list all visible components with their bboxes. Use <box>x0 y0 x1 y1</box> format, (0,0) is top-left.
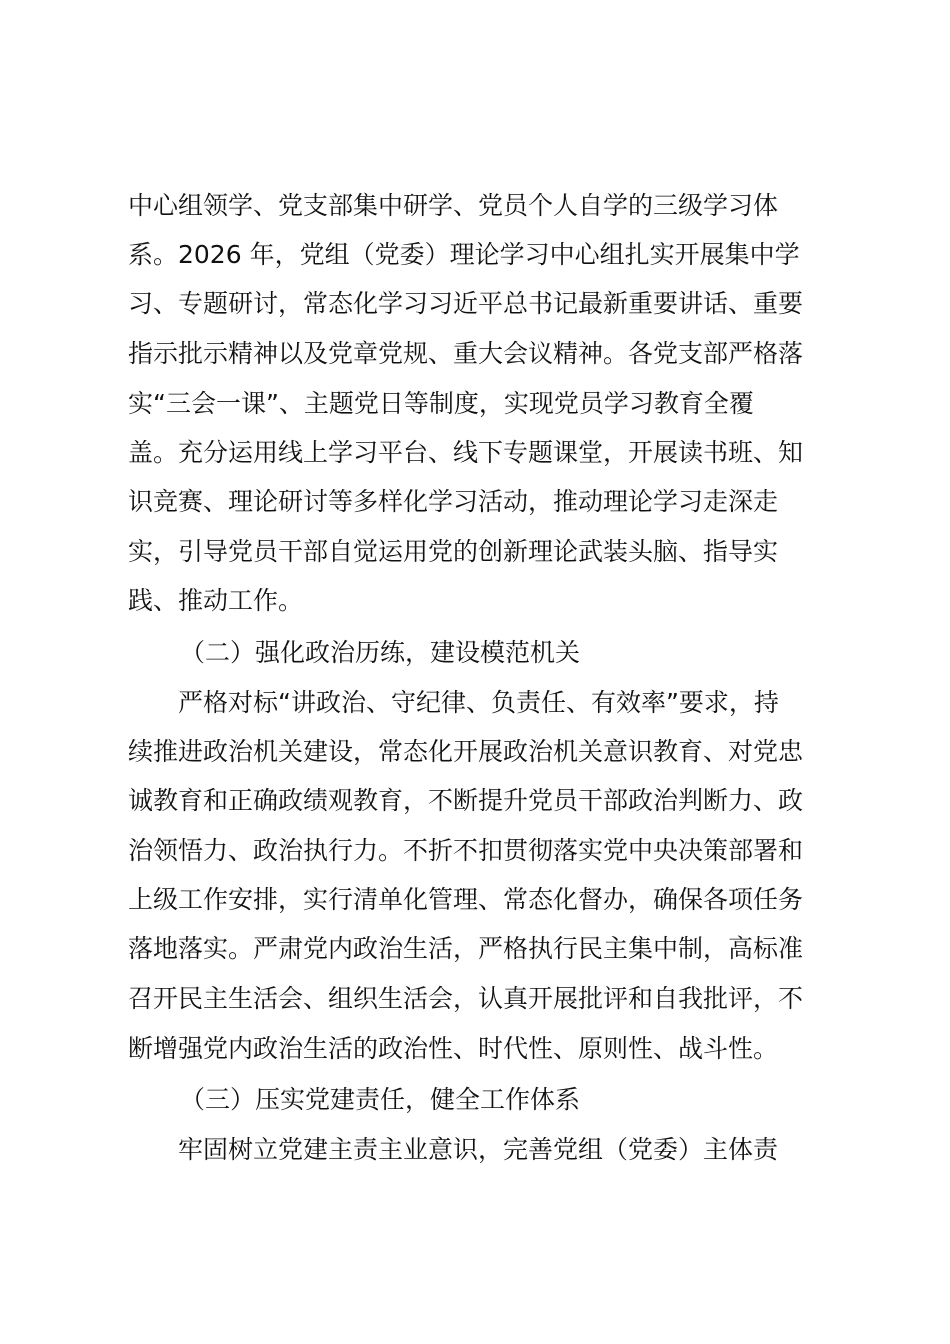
section-heading-3: （三）压实党建责任，健全工作体系 <box>180 1085 581 1114</box>
body-line-9: 践、推动工作。 <box>128 586 304 615</box>
body-line-20: 牢固树立党建主责主业意识，完善党组（党委）主体责 <box>178 1135 779 1164</box>
body-line-16: 落地落实。严肃党内政治生活，严格执行民主集中制，高标准 <box>128 934 804 963</box>
body-line-4: 指示批示精神以及党章党规、重大会议精神。各党支部严格落 <box>128 339 804 368</box>
body-line-14: 治领悟力、政治执行力。不折不扣贯彻落实党中央决策部署和 <box>128 836 804 865</box>
body-line-15: 上级工作安排，实行清单化管理、常态化督办，确保各项任务 <box>128 885 804 914</box>
section-heading-2: （二）强化政治历练，建设模范机关 <box>180 638 581 667</box>
body-line-12: 续推进政治机关建设，常态化开展政治机关意识教育、对党忠 <box>128 737 804 766</box>
body-line-1: 中心组领学、党支部集中研学、党员个人自学的三级学习体 <box>128 191 779 220</box>
body-line-18: 断增强党内政治生活的政治性、时代性、原则性、战斗性。 <box>128 1034 779 1063</box>
body-line-5: 实“三会一课”、主题党日等制度，实现党员学习教育全覆 <box>128 389 754 418</box>
body-line-2: 系。2026 年，党组（党委）理论学习中心组扎实开展集中学 <box>128 240 800 269</box>
body-line-7: 识竞赛、理论研讨等多样化学习活动，推动理论学习走深走 <box>128 487 779 516</box>
body-line-13: 诚教育和正确政绩观教育，不断提升党员干部政治判断力、政 <box>128 786 804 815</box>
body-line-11: 严格对标“讲政治、守纪律、负责任、有效率”要求，持 <box>178 688 779 717</box>
body-line-17: 召开民主生活会、组织生活会，认真开展批评和自我批评，不 <box>128 984 804 1013</box>
body-line-6: 盖。充分运用线上学习平台、线下专题课堂，开展读书班、知 <box>128 438 804 467</box>
body-line-3: 习、专题研讨，常态化学习习近平总书记最新重要讲话、重要 <box>128 289 804 318</box>
body-line-8: 实，引导党员干部自觉运用党的创新理论武装头脑、指导实 <box>128 537 779 566</box>
